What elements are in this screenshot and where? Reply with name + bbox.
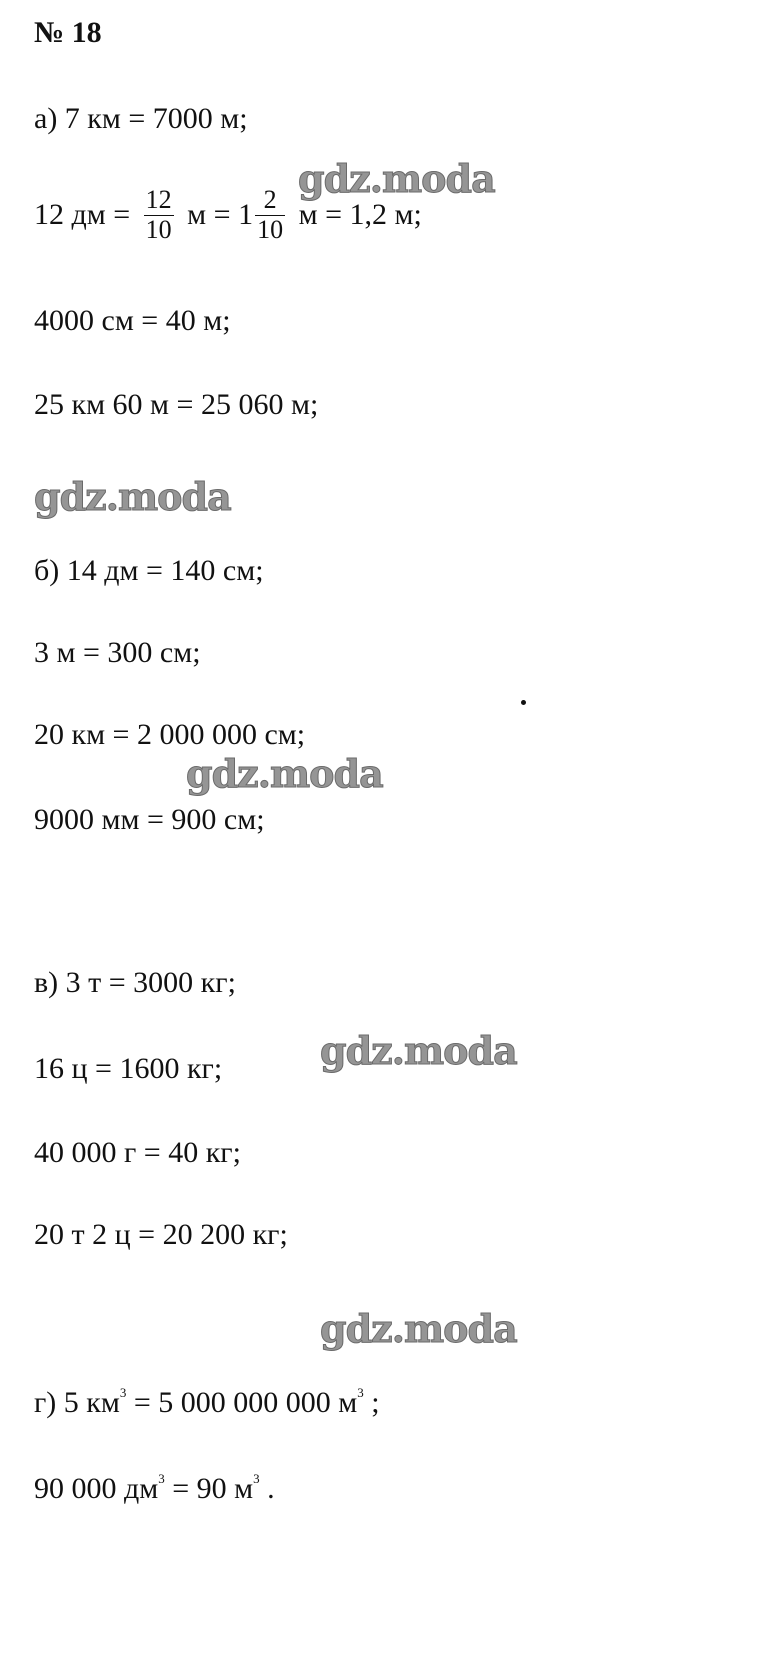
section-a-line-2-mid: м = 1 [187,197,254,231]
fraction-denominator: 10 [145,214,172,244]
section-a-line-3: 4000 см = 40 м; [34,304,231,337]
watermark: gdz.moda [298,156,495,201]
section-v-line-1: в) 3 т = 3000 кг; [34,966,236,999]
fraction-2-10 [255,186,285,244]
section-b-line-2: 3 м = 300 см; [34,636,201,669]
fraction-numerator: 12 [145,185,172,214]
section-g-line-2-mid: = 90 м [164,1472,254,1505]
section-a-line-2-post: м = 1,2 м; [298,197,422,231]
fraction-12-10 [144,186,174,244]
section-a-line-2-pre: 12 дм = [34,197,131,231]
section-a-line-4: 25 км 60 м = 25 060 м; [34,388,319,421]
exponent: 3 [357,1385,364,1400]
section-v-line-4: 20 т 2 ц = 20 200 кг; [34,1218,288,1251]
watermark: gdz.moda [186,751,383,796]
watermark: gdz.moda [320,1306,517,1351]
section-g-line-1-post: ; [363,1386,380,1419]
section-b-line-4: 9000 мм = 900 см; [34,803,265,836]
section-g-line-2-pre: 90 000 дм [34,1472,159,1505]
exponent: 3 [253,1471,260,1486]
section-g-line-1-mid: = 5 000 000 000 м [126,1386,358,1419]
section-v-line-3: 40 000 г = 40 кг; [34,1136,241,1169]
section-g-line-1-pre: г) 5 км [34,1386,120,1419]
exponent: 3 [158,1471,165,1486]
fraction-denominator: 10 [257,214,284,244]
section-g-line-2-post: . [259,1472,275,1505]
problem-number: № 18 [34,16,102,49]
section-b-line-3: 20 км = 2 000 000 см; [34,718,306,751]
fraction-numerator: 2 [255,186,285,216]
section-b-line-1: б) 14 дм = 140 см; [34,554,264,587]
exponent: 3 [119,1385,127,1400]
watermark: gdz.moda [320,1028,517,1073]
section-v-line-2: 16 ц = 1600 кг; [34,1052,223,1085]
stray-dot [521,700,526,705]
section-a-line-1: а) 7 км = 7000 м; [34,102,248,135]
watermark: gdz.moda [34,474,231,519]
section-g-line-1 [34,1385,380,1419]
section-g-line-2 [34,1471,275,1505]
